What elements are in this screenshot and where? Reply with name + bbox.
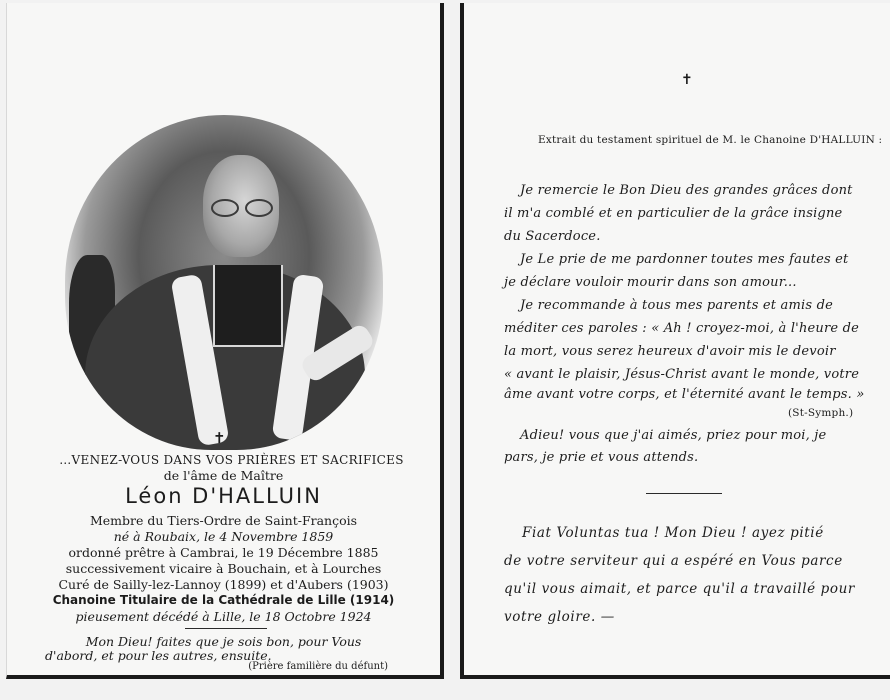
para2-line2: je déclare vouloir mourir dans son amour... [504, 275, 797, 290]
para3-line1: Je recommande à tous mes parents et amis de [520, 298, 833, 313]
death-line: pieusement décédé à Lille, le 18 Octobre 1924 [75, 609, 372, 624]
para3-line2: méditer ces paroles : « Ah ! croyez-moi, à l'heure de [504, 321, 860, 336]
para3-line3: la mort, vous serez heureux d'avoir mis le devoir [504, 344, 836, 359]
testament-heading: Extrait du testament spirituel de M. le Chanoine D'HALLUIN : [538, 134, 883, 146]
closing-line-1: Fiat Voluntas tua ! Mon Dieu ! ayez pitié [522, 525, 824, 541]
deceased-name: Léon D'HALLUIN [125, 484, 322, 508]
portrait-photo [65, 115, 383, 450]
para1-line1: Je remercie le Bon Dieu des grandes grâces dont [520, 183, 853, 198]
soul-line: de l'âme de Maître [163, 468, 284, 483]
chanoine-line: Chanoine Titulaire de la Cathédrale de Lille (1914) [52, 593, 395, 607]
memorial-card-front [6, 3, 444, 679]
divider [646, 493, 722, 494]
birth-line: né à Roubaix, le 4 Novembre 1859 [113, 529, 334, 544]
para3-line5: âme avant votre corps, et l'éternité avant le temps. » [504, 387, 865, 402]
cross-icon: ✝ [681, 72, 693, 88]
prayer-line-2: d'abord, et pour les autres, ensuite. [45, 648, 272, 663]
cure-line: Curé de Sailly-lez-Lannoy (1899) et d'Aubers (1903) [58, 577, 389, 592]
vicaire-line: successivement vicaire à Bouchain, et à Lourches [65, 561, 382, 576]
memorial-card-back [460, 3, 890, 679]
tiers-ordre-line: Membre du Tiers-Ordre de Saint-François [89, 513, 358, 528]
closing-line-2: de votre serviteur qui a espéré en Vous parce [504, 553, 843, 569]
prayer-note: (Prière familière du défunt) [248, 661, 388, 672]
divider [185, 628, 267, 629]
para1-line2: il m'a comblé et en particulier de la grâce insigne [504, 206, 843, 221]
para2-line1: Je Le prie de me pardonner toutes mes fautes et [520, 252, 849, 267]
closing-line-3: qu'il vous aimait, et parce qu'il a travaillé pour [504, 581, 855, 597]
para1-line3: du Sacerdoce. [504, 229, 601, 244]
attribution: (St-Symph.) [788, 407, 854, 419]
ordination-line: ordonné prêtre à Cambrai, le 19 Décembre 1885 [68, 545, 379, 560]
para4-line2: pars, je prie et vous attends. [504, 450, 699, 465]
cross-icon: ✝ [213, 429, 226, 447]
para3-line4: « avant le plaisir, Jésus-Christ avant le monde, votre [504, 367, 860, 382]
closing-line-4: votre gloire. — [504, 609, 615, 625]
prayer-line-1: Mon Dieu! faites que je sois bon, pour Vous [85, 634, 362, 649]
remember-line: …VENEZ-VOUS DANS VOS PRIÈRES ET SACRIFICES [59, 453, 404, 467]
para4-line1: Adieu! vous que j'ai aimés, priez pour moi, je [520, 428, 827, 443]
glasses-shape [211, 199, 273, 215]
